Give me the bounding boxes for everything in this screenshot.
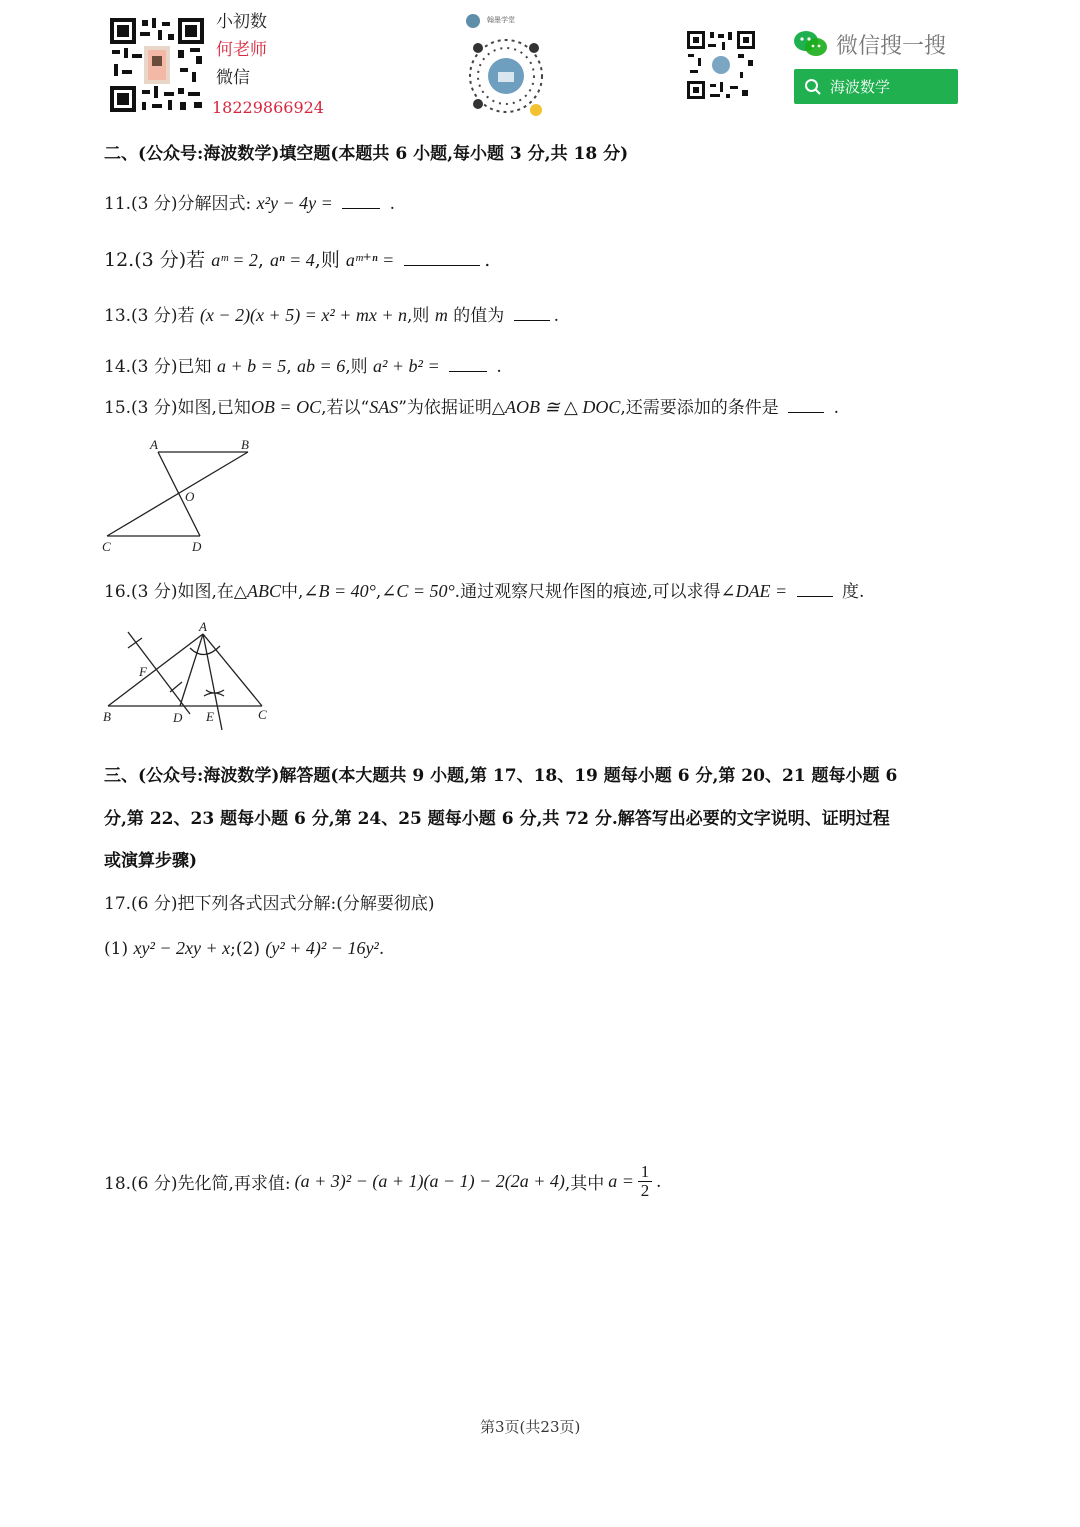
fig16-segment-ac [203, 634, 262, 706]
q11-answer-blank[interactable] [342, 207, 380, 209]
q15-mid3: ,还需要添加的条件是 [620, 398, 779, 418]
q16-prefix: 16.(3 分)如图,在△ [104, 582, 247, 602]
q13-mid2: 的值为 [453, 306, 505, 326]
fig16-arc-mark-4 [204, 693, 224, 696]
question-17-title: 17.(6 分)把下列各式因式分解:(分解要彻底) [104, 894, 435, 914]
q12-suffix: . [484, 249, 491, 271]
qr-code-left [108, 16, 206, 114]
wechat-search-button[interactable] [794, 69, 958, 104]
qr-code-right [686, 30, 756, 100]
q14-answer-blank[interactable] [449, 370, 487, 372]
q17-part-1-label: (1) [104, 939, 129, 959]
fig16-arc-mark-2 [170, 682, 182, 692]
q16-suffix: 度. [842, 582, 865, 602]
q16-math-2: ∠B = 40° [303, 581, 376, 601]
question-11 [104, 189, 395, 214]
figure-15-diagram [98, 436, 268, 558]
wechat-search-button-label: 海波数学 [830, 78, 891, 96]
q18-var: a = [608, 1171, 634, 1191]
q18-mid: ,其中 [564, 1174, 605, 1194]
section-3-title-line-3: 或演算步骤) [104, 851, 198, 871]
search-icon [804, 78, 822, 96]
q16-math-1: ABC [247, 581, 281, 601]
q11-suffix: . [389, 194, 396, 214]
q15-mid: ,若以“ [321, 398, 370, 418]
mini-program-badge [464, 12, 554, 126]
q15-mid2: ”为依据证明△ [398, 398, 505, 418]
q15-prefix: 15.(3 分)如图,已知 [104, 398, 251, 418]
q17-part-2-math: (y² + 4)² − 16y² [265, 938, 379, 958]
question-18 [104, 1163, 661, 1200]
wechat-search-title: 微信搜一搜 [836, 34, 947, 59]
qr-left-phone: 18229866924 [212, 98, 324, 117]
page-footer: 第3页(共23页) [480, 1418, 581, 1436]
mini-program-caption: 翰墨学堂 [487, 16, 515, 24]
fig15-label-b: B [241, 437, 249, 452]
q16-mid2: .通过观察尺规作图的痕迹,可以求得 [454, 582, 721, 602]
q14-prefix: 14.(3 分)已知 [104, 357, 212, 377]
q14-math-2: ab = 6 [297, 356, 346, 376]
q15-math-1: OB = OC [250, 397, 322, 417]
q12-sep: , [257, 249, 264, 271]
q12-mid: ,则 [314, 249, 340, 271]
q18-math: (a + 3)² − (a + 1)(a − 1) − 2(2a + 4) [294, 1171, 565, 1191]
fig15-segment-bc [107, 452, 248, 536]
q15-answer-blank[interactable] [788, 411, 824, 413]
qr-left-caption-3: 微信 [216, 68, 250, 88]
question-14 [104, 352, 502, 377]
fig16-label-d: D [173, 710, 183, 725]
q13-var: m [434, 305, 448, 325]
question-12 [104, 245, 490, 272]
q13-math: (x − 2)(x + 5) = x² + mx + n [199, 305, 407, 325]
section-3-title-line-2: 分,第 22、23 题每小题 6 分,第 24、25 题每小题 6 分,共 72 分.解答写出必要的文字说明、证明过程 [104, 809, 890, 829]
q18-fraction-denominator: 2 [640, 1181, 650, 1200]
q17-part-1-math: xy² − 2xy + x [133, 938, 231, 958]
fig15-label-d: D [192, 539, 202, 554]
q15-math-3: AOB ≅ △ DOC [504, 397, 621, 417]
wechat-logo-icon [793, 30, 829, 62]
fig15-label-c: C [102, 539, 111, 554]
q14-mid: ,则 [345, 357, 368, 377]
fig16-arc-mark-1 [128, 638, 142, 648]
q13-answer-blank[interactable] [514, 319, 550, 321]
q16-mid: 中, [281, 582, 304, 602]
q16-math-3: ∠C = 50° [381, 581, 455, 601]
q16-sep: , [375, 582, 382, 602]
q18-prefix: 18.(6 分)先化简,再求值: [104, 1174, 291, 1194]
q12-answer-blank[interactable] [404, 264, 480, 266]
q15-math-2: SAS [369, 397, 399, 417]
fig16-segment-ab [108, 634, 203, 706]
fig16-segment-ad [180, 634, 203, 706]
figure-16-diagram [98, 620, 278, 740]
question-16 [104, 577, 864, 602]
qr-left-caption-2: 何老师 [216, 40, 267, 60]
q13-suffix: . [553, 306, 560, 326]
q14-suffix: . [496, 357, 502, 377]
question-17-parts [104, 938, 384, 959]
fig15-label-a: A [150, 437, 158, 452]
q17-sep: ; [230, 939, 236, 959]
fig16-label-c: C [258, 707, 267, 722]
q15-suffix: . [833, 398, 840, 418]
q14-math-3: a² + b² = [373, 356, 440, 376]
fig16-label-f: F [139, 664, 147, 679]
q13-mid: ,则 [407, 306, 430, 326]
fig15-label-o: O [185, 489, 195, 504]
q14-sep: , [286, 357, 292, 377]
q16-math-4: ∠DAE = [720, 581, 788, 601]
q12-math-3: aᵐ⁺ⁿ = [345, 250, 395, 270]
q18-end: . [655, 1171, 662, 1192]
q13-prefix: 13.(3 分)若 [104, 306, 195, 326]
q18-fraction [638, 1163, 652, 1200]
fig16-label-b: B [103, 709, 111, 724]
fig16-label-a: A [199, 620, 207, 634]
q11-math: x²y − 4y = [256, 193, 333, 213]
q14-math-1: a + b = 5 [216, 356, 287, 376]
q12-prefix: 12.(3 分)若 [104, 249, 206, 271]
q16-answer-blank[interactable] [797, 595, 833, 597]
q17-part-2-label: (2) [235, 939, 260, 959]
q17-end: . [378, 939, 385, 959]
question-13 [104, 301, 559, 326]
section-3-title-line-1: 三、(公众号:海波数学)解答题(本大题共 9 小题,第 17、18、19 题每小题 6 分,第 20、21 题每小题 6 [104, 766, 898, 786]
q12-math-2: aⁿ = 4 [269, 250, 315, 270]
qr-left-caption-1: 小初数 [216, 12, 267, 32]
q18-fraction-numerator: 1 [640, 1162, 650, 1181]
fig16-label-e: E [206, 709, 214, 724]
question-15 [104, 393, 839, 418]
q11-prefix: 11.(3 分)分解因式: [104, 194, 252, 214]
section-2-title: 二、(公众号:海波数学)填空题(本题共 6 小题,每小题 3 分,共 18 分) [104, 144, 629, 164]
q12-math-1: aᵐ = 2 [211, 250, 258, 270]
